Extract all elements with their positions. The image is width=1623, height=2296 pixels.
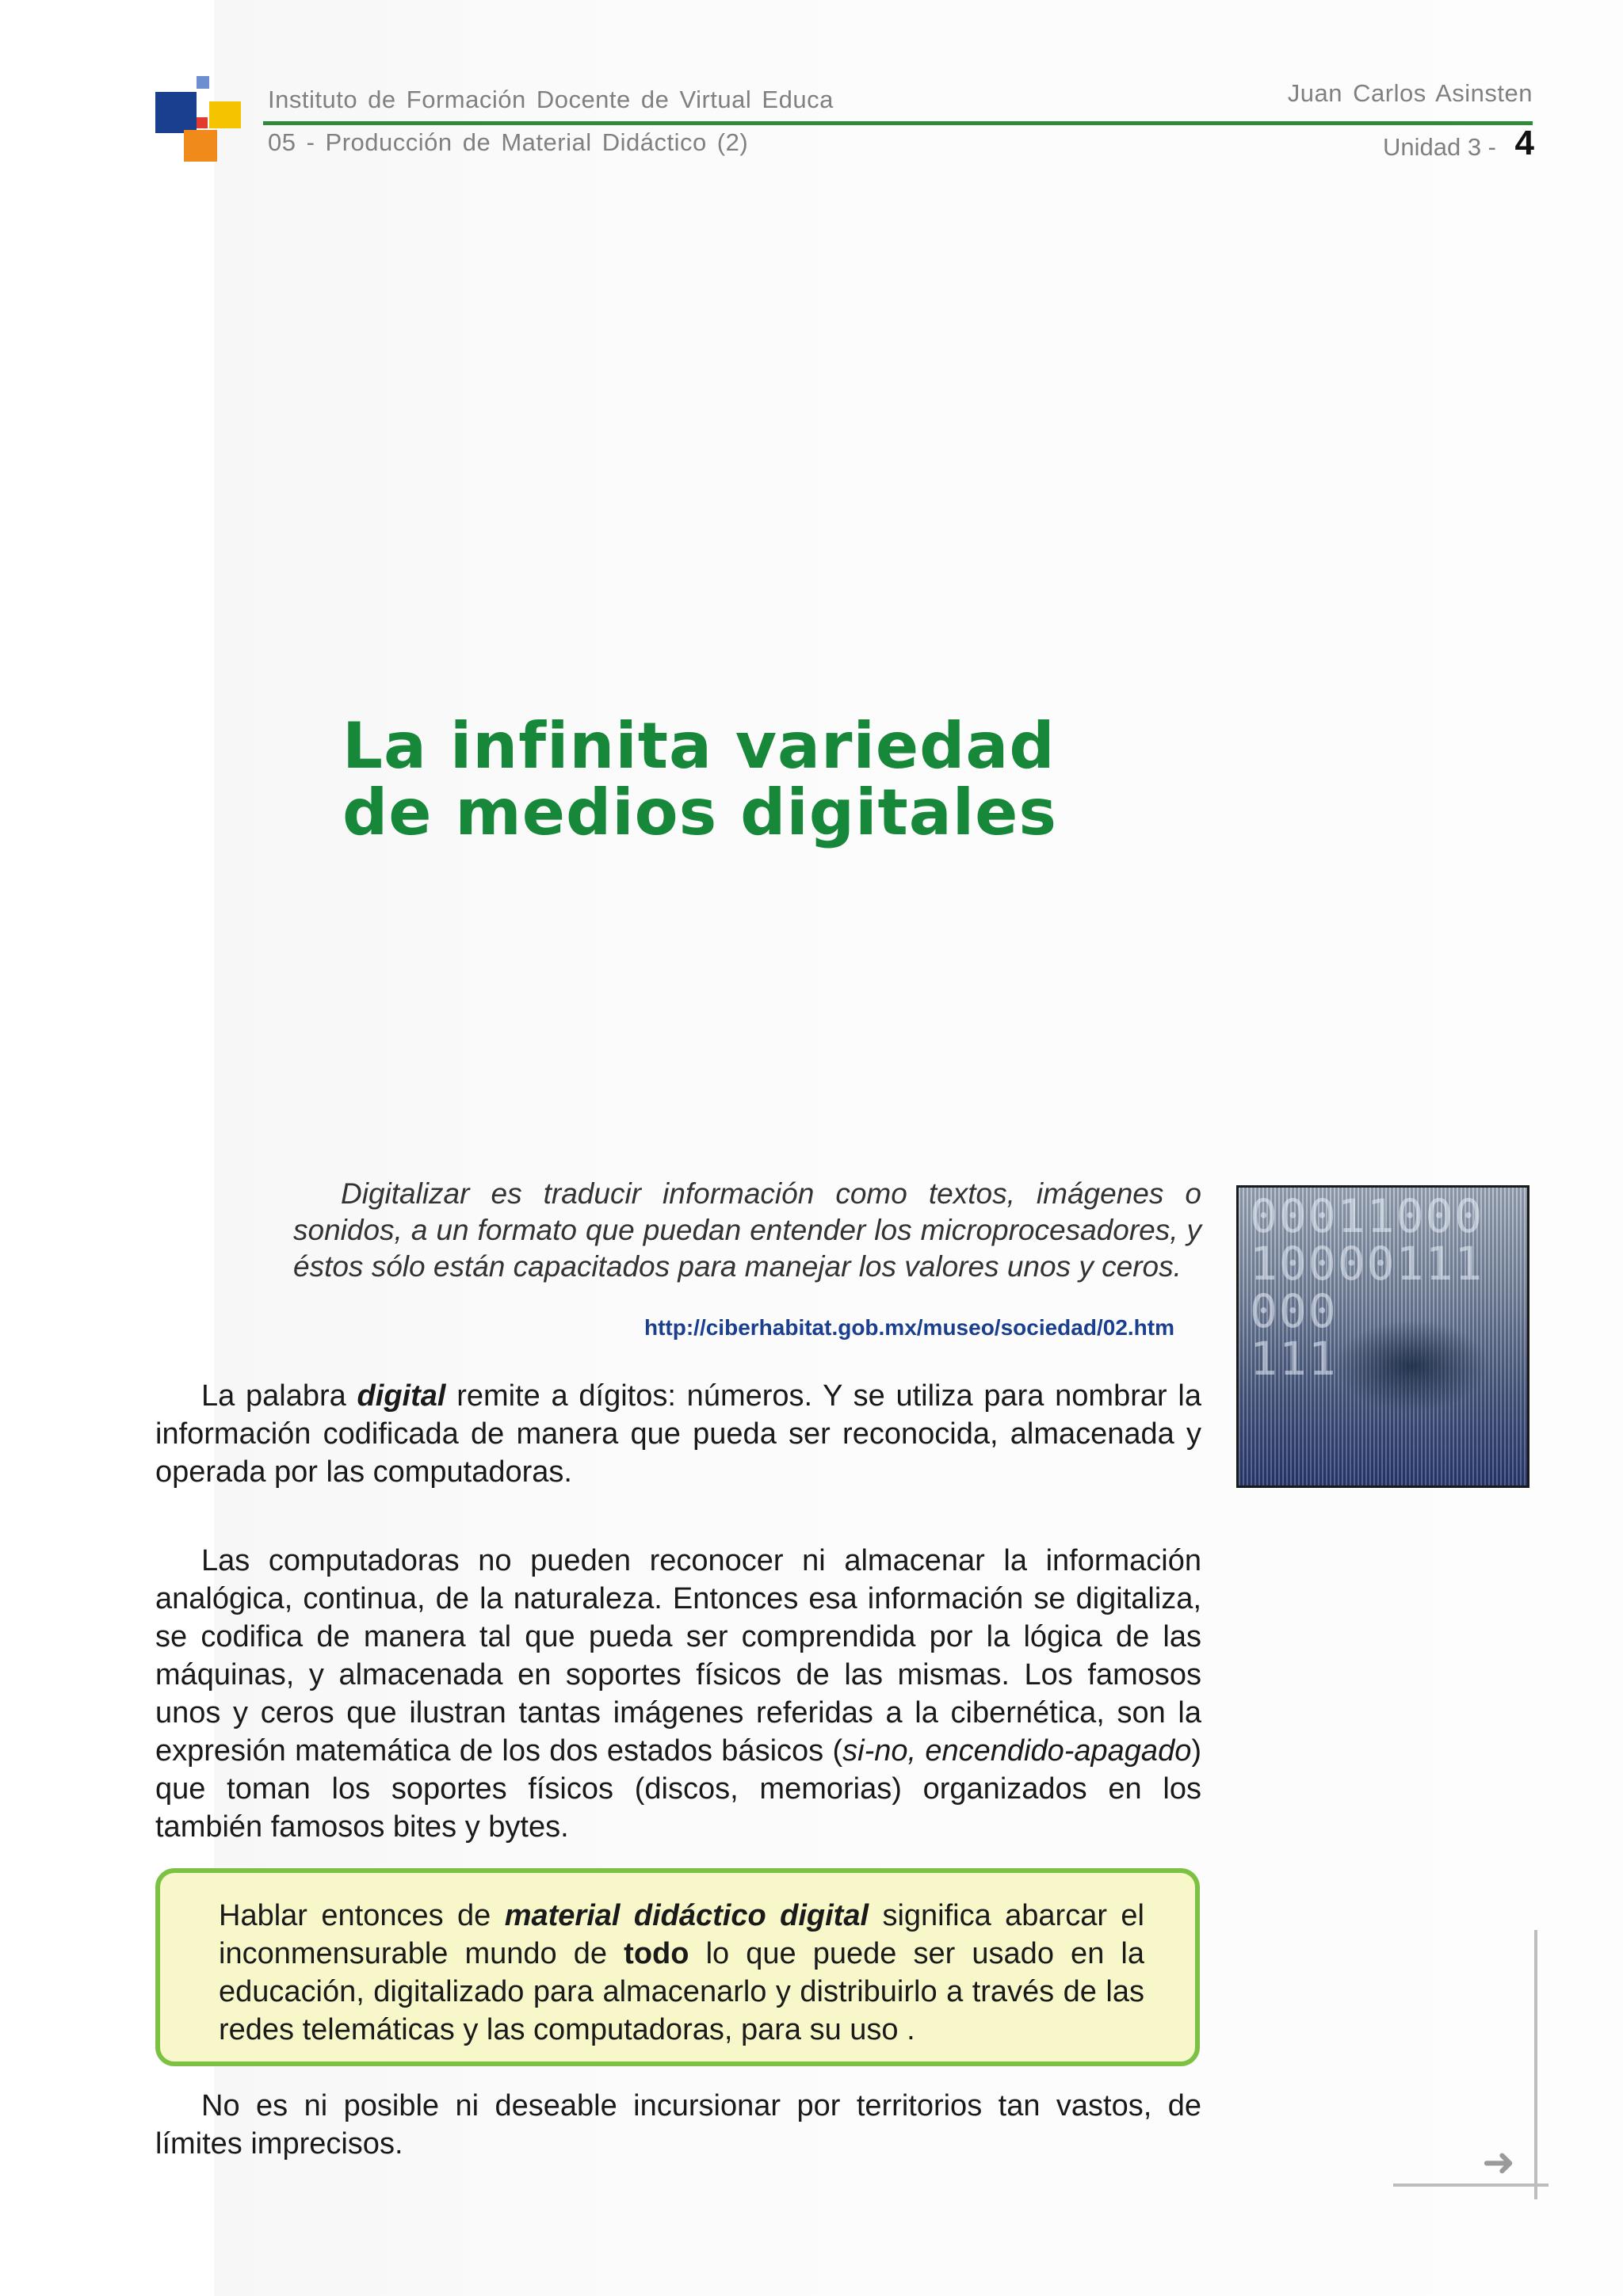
header-divider (263, 121, 1533, 125)
logo-red-square (197, 117, 208, 128)
page-number: 4 (1514, 124, 1534, 162)
header-institution: Instituto de Formación Docente de Virtual Educa (268, 86, 834, 113)
term-digital: digital (357, 1379, 446, 1413)
page-title (342, 709, 1058, 849)
institution-logo (155, 76, 242, 163)
paragraph-4: No es ni posible ni deseable incursionar por territorios tan vastos, de límites imprecisos. (155, 2089, 1201, 2161)
corner-horizontal-rule (1393, 2183, 1549, 2187)
term-material-didactico-digital: material didáctico digital (504, 1899, 869, 1932)
paragraph-2-text-b: ) que toman los soportes físicos (discos, memorias) organizados en los también famosos bites y bytes. (155, 1734, 1201, 1844)
source-link[interactable]: http://ciberhabitat.gob.mx/museo/sociedad/02.htm (644, 1315, 1174, 1340)
paragraph-2 (155, 1542, 1201, 1846)
term-todo: todo (624, 1937, 689, 1970)
title-line-1: La infinita variedad (342, 709, 1056, 783)
header-author: Juan Carlos Asinsten (1287, 79, 1533, 107)
callout-text (219, 1897, 1144, 2049)
title-line-2: de medios digitales (342, 776, 1058, 849)
quote-text: Digitalizar es traducir información como textos, imágenes o sonidos, a un formato que puedan entender los microprocesadores, y éstos sólo están capacitados para manejar los valores unos y ceros. (293, 1177, 1201, 1283)
paragraph-1-text-a: La palabra (201, 1379, 357, 1413)
callout-text-c: lo que puede ser usado en la educación, digitalizado para almacenarlo y distribuirlo a través de las redes telemáticas y las computadoras, para su uso . (219, 1937, 1145, 2046)
header-course: 05 - Producción de Material Didáctico (2) (268, 128, 749, 156)
binary-digits: 00011000 10000111 000 111 (1250, 1189, 1484, 1386)
logo-blue-square (155, 92, 197, 133)
logo-orange-square (184, 130, 217, 162)
callout-text-b: significa abarcar el inconmensurable mundo de (219, 1899, 1144, 1970)
highlight-callout (155, 1868, 1200, 2066)
logo-light-blue-square (197, 76, 209, 89)
next-page-arrow-icon[interactable]: ➜ (1482, 2139, 1515, 2185)
paragraph-2-text-a: Las computadoras no pueden reconocer ni almacenar la información analógica, continua, de la naturaleza. Entonces esa información se digitaliza, se codifica de manera tal que pueda ser comprendida por la lógica de las máquinas, y almacenada en soportes físicos de las mismas. Los famosos unos y ceros que ilustran tantas imágenes referidas a la cibernética, son la expresión matemática de los dos estados básicos ( (155, 1544, 1201, 1768)
logo-yellow-square (209, 101, 241, 128)
paragraph-1-text-b: remite a dígitos: números. Y se utiliza para nombrar la información codificada de manera que pueda ser reconocida, almacenada y operada por las computadoras. (155, 1379, 1201, 1489)
binary-eye-image (1236, 1185, 1529, 1488)
header-unit: Unidad 3 - (1382, 133, 1496, 161)
callout-text-a: Hablar entonces de (219, 1899, 505, 1932)
corner-vertical-rule (1534, 1930, 1537, 2199)
term-states: si-no, encendido-apagado (842, 1734, 1192, 1768)
paragraph-1 (155, 1377, 1201, 1491)
